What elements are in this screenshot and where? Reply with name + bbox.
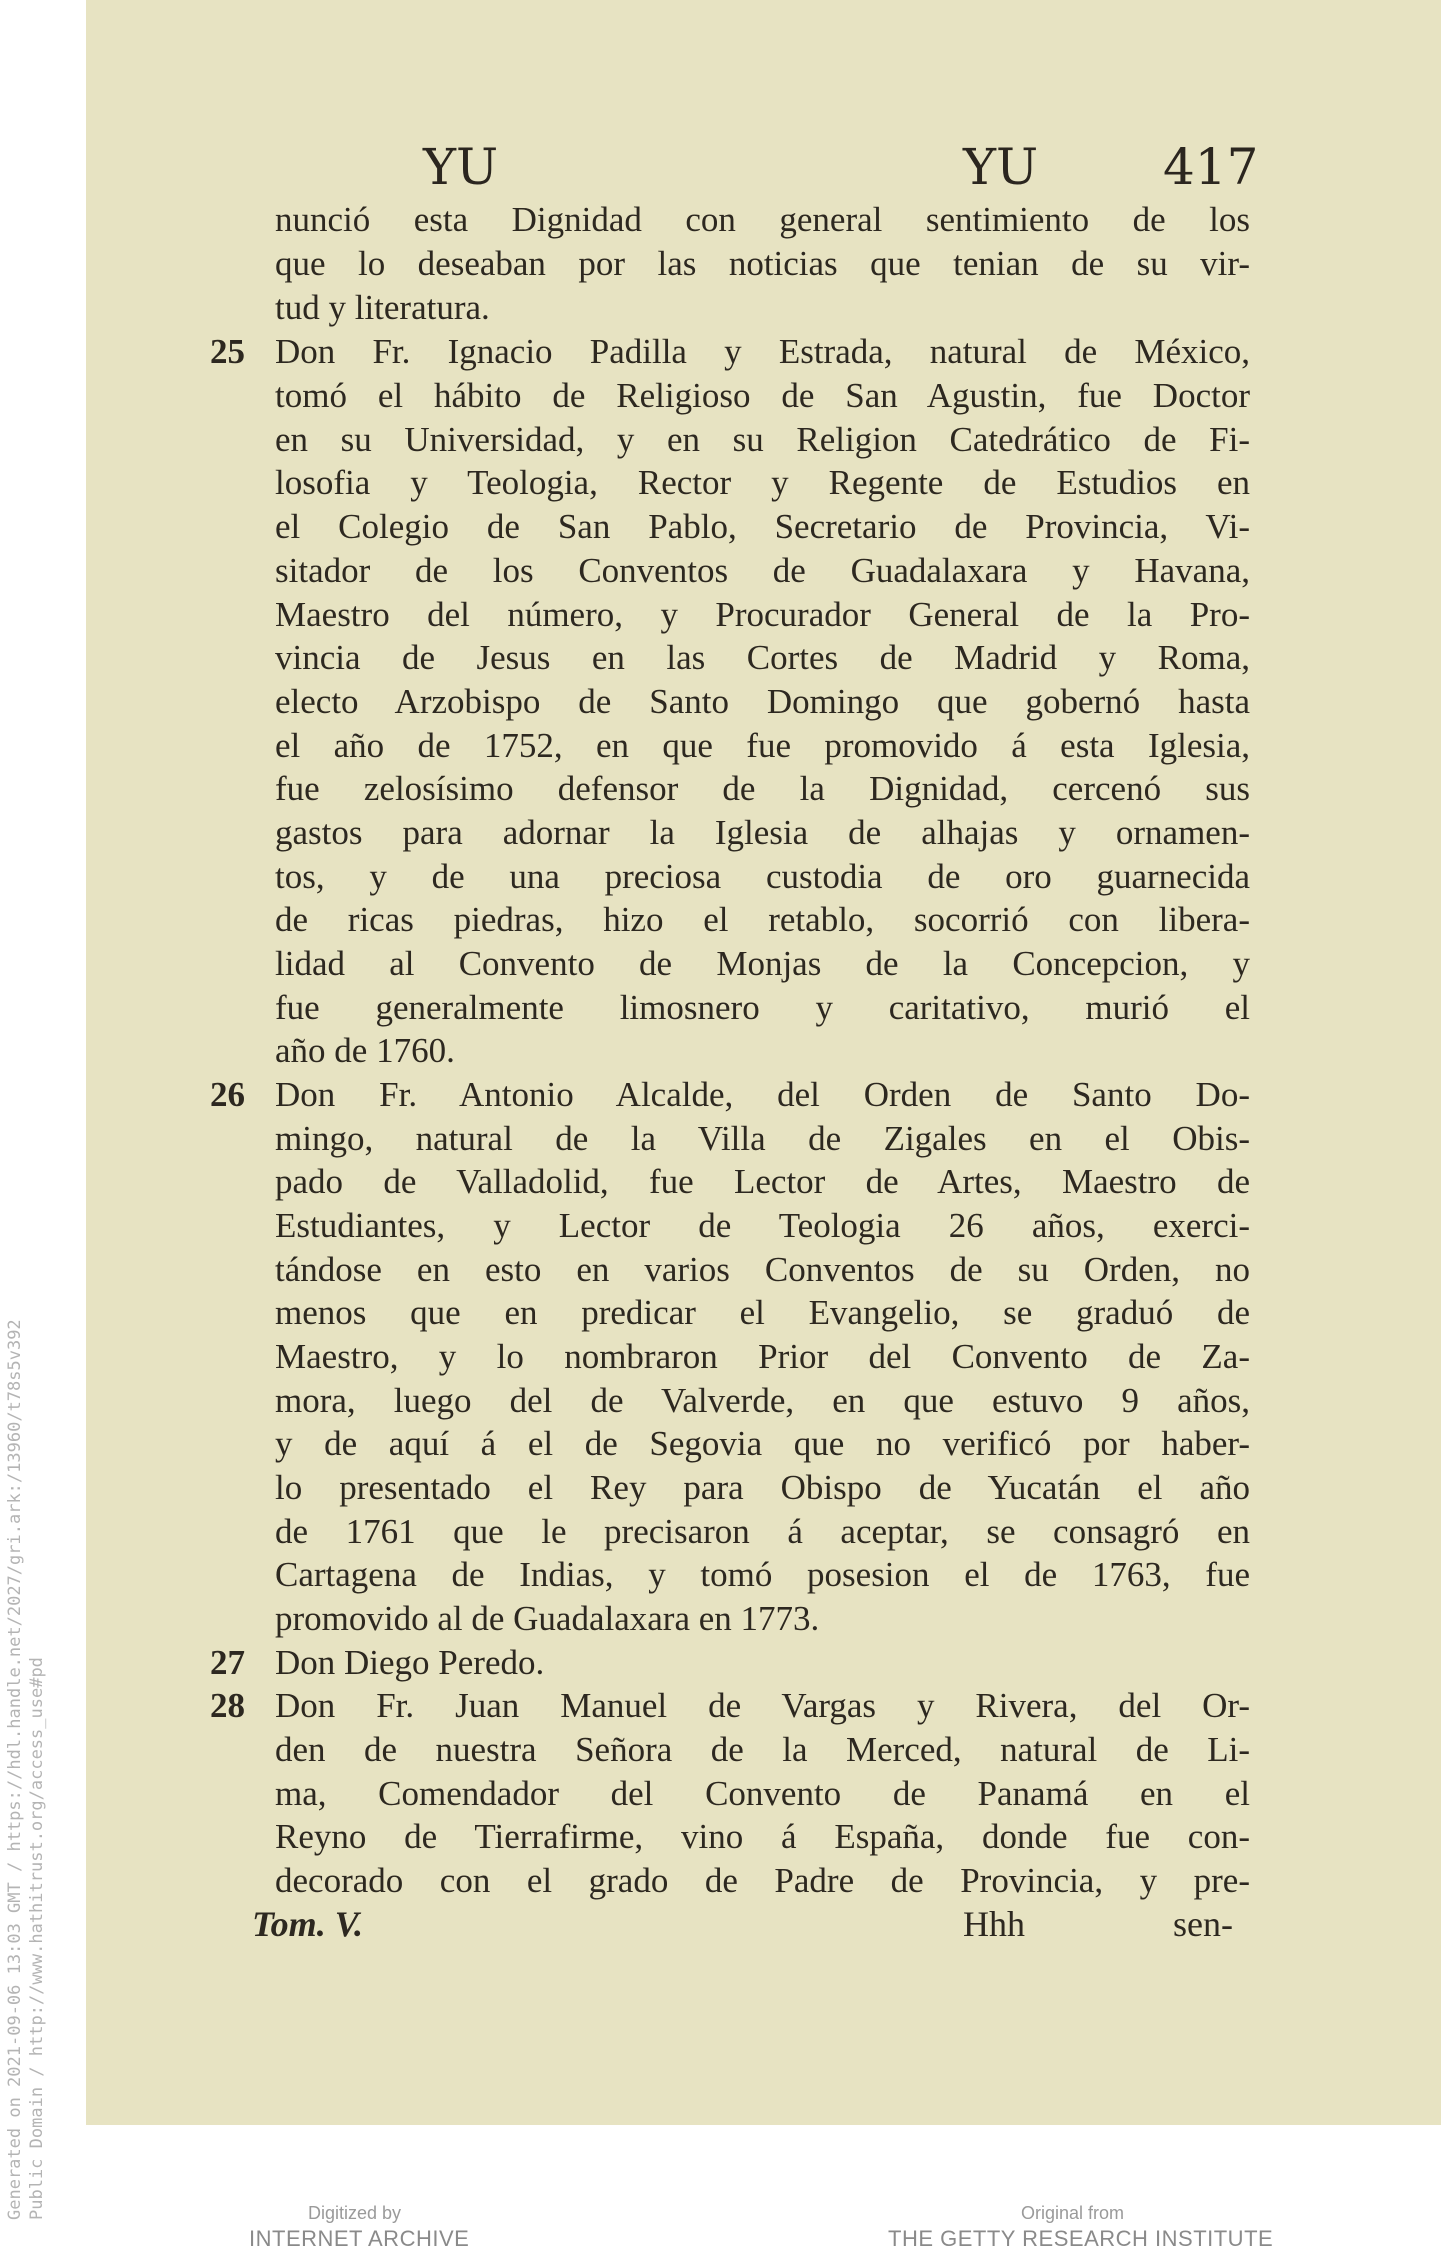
entry-number: 26	[210, 1075, 245, 1114]
text-line: Reyno de Tierrafirme, vino á España, donde fue con-	[275, 1817, 1250, 1856]
text-line: Don Diego Peredo.	[275, 1643, 545, 1682]
text-line: den de nuestra Señora de la Merced, natural de Li-	[275, 1730, 1250, 1769]
page-number: 417	[1163, 138, 1259, 196]
generation-stamp-line-2: Public Domain / http://www.hathitrust.org/access_use#pd	[27, 1657, 47, 2220]
generation-stamp-line-1: Generated on 2021-09-06 13:03 GMT / https://hdl.handle.net/2027/gri.ark:/13960/t78s5v392	[5, 1319, 25, 2220]
volume-label: Tom. V.	[252, 1904, 364, 1944]
text-line: Don Fr. Juan Manuel de Vargas y Rivera, del Or-	[275, 1686, 1250, 1725]
text-line: fue zelosísimo defensor de la Dignidad, cercenó sus	[275, 769, 1250, 808]
text-line: sitador de los Conventos de Guadalaxara y Havana,	[275, 551, 1250, 590]
text-line: tándose en esto en varios Conventos de su Orden, no	[275, 1250, 1250, 1289]
source-institution: THE GETTY RESEARCH INSTITUTE	[888, 2226, 1274, 2251]
text-line: ma, Comendador del Convento de Panamá en el	[275, 1774, 1250, 1813]
entry-number: 28	[210, 1686, 245, 1725]
text-line: Maestro del número, y Procurador General de la Pro-	[275, 595, 1250, 634]
text-line: vincia de Jesus en las Cortes de Madrid y Roma,	[275, 638, 1250, 677]
running-head-left: YU	[423, 138, 499, 196]
text-line: año de 1760.	[275, 1031, 455, 1070]
text-line: de ricas piedras, hizo el retablo, socorrió con libera-	[275, 900, 1250, 939]
text-line: tomó el hábito de Religioso de San Agustin, fue Doctor	[275, 376, 1250, 415]
text-line: mora, luego del de Valverde, en que estuvo 9 años,	[275, 1381, 1250, 1420]
text-line: de 1761 que le precisaron á aceptar, se consagró en	[275, 1512, 1250, 1551]
text-line: promovido al de Guadalaxara en 1773.	[275, 1599, 820, 1638]
text-line: mingo, natural de la Villa de Zigales en el Obis-	[275, 1119, 1250, 1158]
text-line: tos, y de una preciosa custodia de oro guarnecida	[275, 857, 1250, 896]
text-line: lo presentado el Rey para Obispo de Yucatán el año	[275, 1468, 1250, 1507]
digitized-by-label: Digitized by	[308, 2203, 402, 2223]
entry-number: 27	[210, 1643, 245, 1682]
text-line: decorado con el grado de Padre de Provincia, y pre-	[275, 1861, 1250, 1900]
text-line: fue generalmente limosnero y caritativo, murió el	[275, 988, 1250, 1027]
catchword: sen-	[1173, 1904, 1233, 1944]
text-line: pado de Valladolid, fue Lector de Artes, Maestro de	[275, 1162, 1250, 1201]
running-head-right: YU	[963, 138, 1039, 196]
generation-stamp	[4, 1319, 48, 2220]
text-line: en su Universidad, y en su Religion Catedrático de Fi-	[275, 420, 1250, 459]
original-from-label: Original from	[1021, 2203, 1125, 2223]
text-line: Maestro, y lo nombraron Prior del Convento de Za-	[275, 1337, 1250, 1376]
text-line: Don Fr. Ignacio Padilla y Estrada, natural de México,	[275, 332, 1250, 371]
text-line: el año de 1752, en que fue promovido á esta Iglesia,	[275, 726, 1250, 765]
text-line: electo Arzobispo de Santo Domingo que gobernó hasta	[275, 682, 1250, 721]
entry-number: 25	[210, 332, 245, 371]
text-line: Don Fr. Antonio Alcalde, del Orden de Santo Do-	[275, 1075, 1250, 1114]
signature-mark: Hhh	[963, 1904, 1025, 1944]
text-line: gastos para adornar la Iglesia de alhajas y ornamen-	[275, 813, 1250, 852]
text-line: y de aquí á el de Segovia que no verificó por haber-	[275, 1424, 1250, 1463]
text-line: menos que en predicar el Evangelio, se graduó de	[275, 1293, 1250, 1332]
text-line: Estudiantes, y Lector de Teologia 26 años, exerci-	[275, 1206, 1250, 1245]
digitizer-name: INTERNET ARCHIVE	[249, 2226, 470, 2251]
text-line: nunció esta Dignidad con general sentimiento de los	[275, 200, 1250, 239]
text-line: losofia y Teologia, Rector y Regente de Estudios en	[275, 463, 1250, 502]
text-line: Cartagena de Indias, y tomó posesion el de 1763, fue	[275, 1555, 1250, 1594]
text-line: que lo deseaban por las noticias que tenian de su vir-	[275, 244, 1250, 283]
text-line: el Colegio de San Pablo, Secretario de Provincia, Vi-	[275, 507, 1250, 546]
text-line: tud y literatura.	[275, 288, 490, 327]
text-line: lidad al Convento de Monjas de la Concepcion, y	[275, 944, 1250, 983]
